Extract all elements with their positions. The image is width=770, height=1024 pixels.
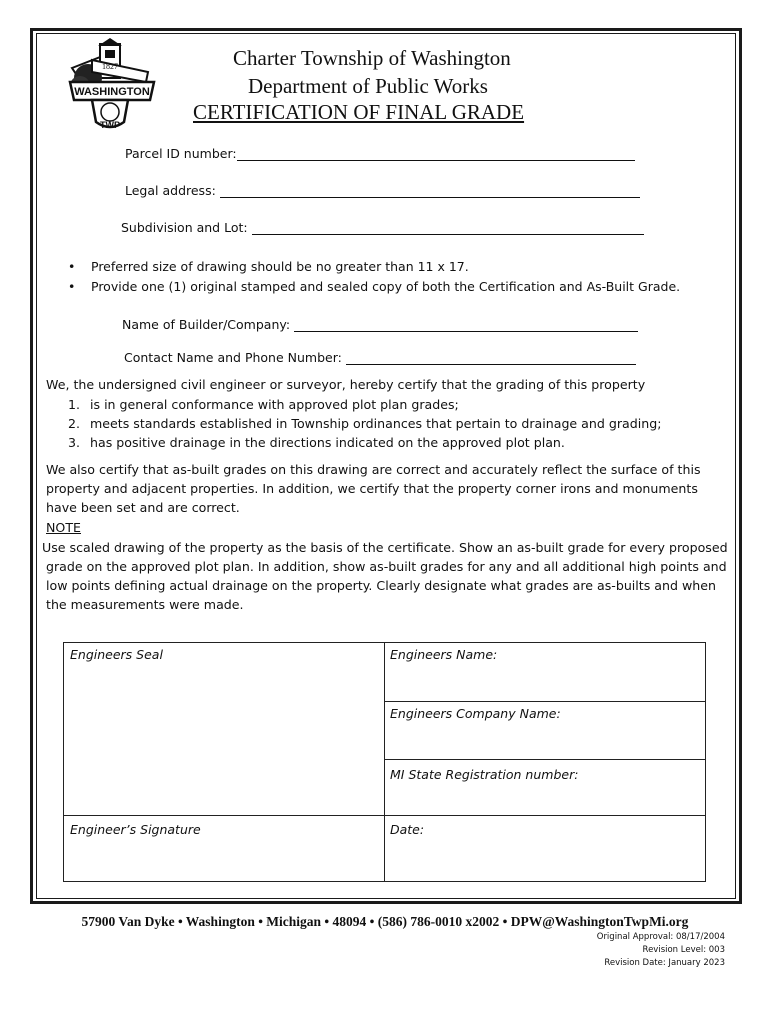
subdivision-label: Subdivision and Lot: <box>121 220 248 235</box>
table-divider-horizontal <box>384 759 705 760</box>
org-name: Charter Township of Washington <box>233 46 511 70</box>
parcel-id-field[interactable] <box>125 146 635 161</box>
contact-label: Contact Name and Phone Number: <box>124 350 342 365</box>
engineers-seal-cell[interactable]: Engineers Seal <box>70 647 163 662</box>
also-certify-line-1: We also certify that as-built grades on this drawing are correct and accurately reflect the surface of this <box>46 462 701 477</box>
note-line-4: the measurements were made. <box>46 597 244 612</box>
certify-item-1: 1. is in general conformance with approved plot plan grades; <box>68 397 459 412</box>
certify-item-2: 2. meets standards established in Township ordinances that pertain to drainage and grading; <box>68 416 662 431</box>
certify-intro: We, the undersigned civil engineer or surveyor, hereby certify that the grading of this property <box>46 377 646 392</box>
date-cell[interactable]: Date: <box>390 822 425 837</box>
subdivision-line[interactable] <box>252 220 644 235</box>
certify-item-3: 3. has positive drainage in the directions indicated on the approved plot plan. <box>68 435 565 450</box>
svg-text:TWP: TWP <box>100 120 120 130</box>
builder-label: Name of Builder/Company: <box>122 317 291 332</box>
note-line-3: low points defining actual drainage on the property. Clearly designate what grades are as-builts and when <box>46 578 717 593</box>
parcel-id-label: Parcel ID number: <box>125 146 237 161</box>
engineer-info-table <box>63 642 706 882</box>
note-heading: NOTE <box>46 520 81 535</box>
bullet-item: • Preferred size of drawing should be no greater than 11 x 17. <box>68 259 469 274</box>
contact-field[interactable] <box>124 350 636 365</box>
footer-contact: 57900 Van Dyke • Washington • Michigan • 48094 • (586) 786-0010 x2002 • DPW@WashingtonTwpMi.org <box>81 914 689 929</box>
table-divider-vertical <box>384 643 385 881</box>
engineers-name-cell[interactable]: Engineers Name: <box>390 647 498 662</box>
legal-address-field[interactable] <box>125 183 640 198</box>
legal-address-line[interactable] <box>220 183 640 198</box>
revision-level: Revision Level: 003 <box>642 945 725 955</box>
township-logo <box>62 38 158 134</box>
engineers-company-cell[interactable]: Engineers Company Name: <box>390 706 561 721</box>
parcel-id-line[interactable] <box>237 146 635 161</box>
svg-text:1827: 1827 <box>102 62 118 71</box>
builder-line[interactable] <box>294 317 638 332</box>
contact-line[interactable] <box>346 350 636 365</box>
builder-field[interactable] <box>122 317 638 332</box>
form-title: CERTIFICATION OF FINAL GRADE <box>193 100 525 124</box>
department-name: Department of Public Works <box>248 74 488 98</box>
revision-date: Revision Date: January 2023 <box>604 958 725 968</box>
engineer-signature-cell[interactable]: Engineer’s Signature <box>70 822 201 837</box>
registration-number-cell[interactable]: MI State Registration number: <box>390 767 579 782</box>
table-divider-horizontal <box>384 701 705 702</box>
legal-address-label: Legal address: <box>125 183 216 198</box>
note-line-2: grade on the approved plot plan. In addition, show as-built grades for any and all additional high points and <box>46 559 727 574</box>
subdivision-field[interactable] <box>121 220 644 235</box>
svg-text:WASHINGTON: WASHINGTON <box>74 86 150 98</box>
also-certify-line-2: property and adjacent properties. In addition, we certify that the property corner irons and monuments <box>46 481 698 496</box>
bullet-item: • Provide one (1) original stamped and sealed copy of both the Certification and As-Built Grade. <box>68 279 681 294</box>
also-certify-line-3: have been set and are correct. <box>46 500 240 515</box>
table-divider-horizontal <box>64 815 705 816</box>
note-line-1: Use scaled drawing of the property as the basis of the certificate. Show an as-built grade for every proposed <box>38 540 728 555</box>
original-approval: Original Approval: 08/17/2004 <box>596 932 725 942</box>
township-seal-icon <box>62 38 158 134</box>
